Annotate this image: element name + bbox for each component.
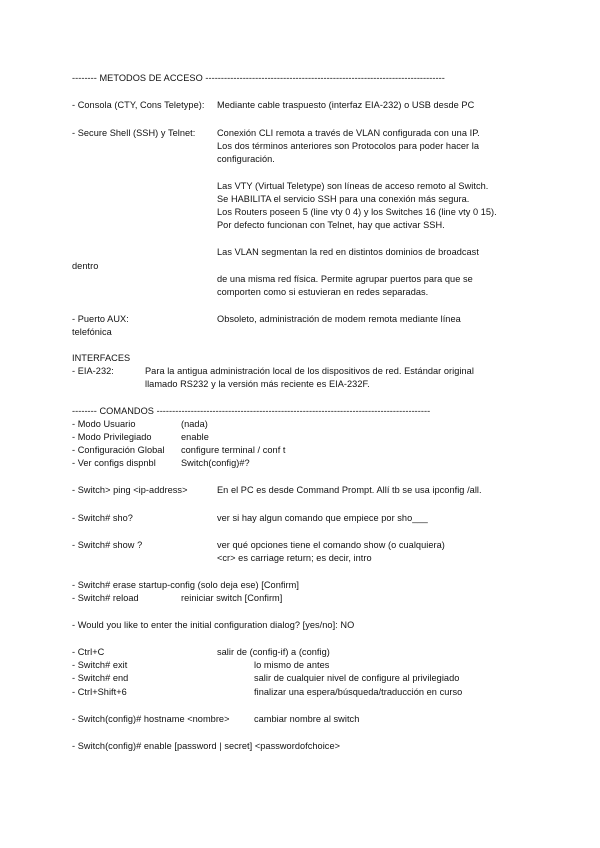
ssh-line: Por defecto funcionan con Telnet, hay que activar SSH. xyxy=(217,220,445,230)
show-description: ver qué opciones tiene el comando show (o cualquiera) xyxy=(217,540,445,550)
ssh-line: dentro xyxy=(72,261,99,271)
show-description-cont: <cr> es carriage return; es decir, intro xyxy=(217,553,372,563)
ssh-line: Conexión CLI remota a través de VLAN configurada con una IP. xyxy=(217,128,480,138)
consola-description: Mediante cable traspuesto (interfaz EIA-232) o USB desde PC xyxy=(217,100,475,110)
ssh-line: Las VLAN segmentan la red en distintos dominios de broadcast xyxy=(217,247,479,257)
mode-label: - Modo Usuario xyxy=(72,419,136,429)
ssh-line: de una misma red física. Permite agrupar puertos para que se xyxy=(217,274,473,284)
eia-label: - EIA-232: xyxy=(72,366,114,376)
eia-description: Para la antigua administración local de los dispositivos de red. Estándar original xyxy=(145,366,474,376)
ssh-telnet-label: - Secure Shell (SSH) y Telnet: xyxy=(72,128,196,138)
ping-command: - Switch> ping <ip-address> xyxy=(72,485,188,495)
initial-dialog-prompt: - Would you like to enter the initial configuration dialog? [yes/no]: NO xyxy=(72,620,355,630)
enable-secret-command: - Switch(config)# enable [password | secret] <passwordofchoice> xyxy=(72,741,341,751)
show-command: - Switch# show ? xyxy=(72,540,143,550)
shortcut-command: - Ctrl+Shift+6 xyxy=(72,687,127,697)
reload-description: reiniciar switch [Confirm] xyxy=(181,593,283,603)
ssh-line: Los Routers poseen 5 (line vty 0 4) y los Switches 16 (line vty 0 15). xyxy=(217,207,497,217)
aux-description: Obsoleto, administración de modem remota mediante línea xyxy=(217,314,461,324)
aux-description-cont: telefónica xyxy=(72,327,112,337)
mode-label: - Ver configs dispnbl xyxy=(72,458,156,468)
hostname-command: - Switch(config)# hostname <nombre> xyxy=(72,714,230,724)
sho-description: ver si hay algun comando que empiece por sho___ xyxy=(217,513,428,523)
mode-label: - Modo Privilegiado xyxy=(72,432,152,442)
hostname-description: cambiar nombre al switch xyxy=(254,714,360,724)
reload-command: - Switch# reload xyxy=(72,593,139,603)
section-header-comandos: -------- COMANDOS ---------------------------------------------------------------------------------------- xyxy=(72,406,431,416)
shortcut-description: salir de (config-if) a (config) xyxy=(217,647,330,657)
ssh-line: Los dos términos anteriores son Protocolos para poder hacer la xyxy=(217,141,480,151)
mode-value: enable xyxy=(181,432,209,442)
aux-label: - Puerto AUX: xyxy=(72,314,129,324)
mode-value: configure terminal / conf t xyxy=(181,445,286,455)
mode-value: (nada) xyxy=(181,419,208,429)
section-header-metodos-acceso: -------- METODOS DE ACCESO ----------------------------------------------------------------------------- xyxy=(72,73,445,83)
consola-label: - Consola (CTY, Cons Teletype): xyxy=(72,100,205,110)
shortcut-command: - Switch# end xyxy=(72,673,129,683)
ssh-line: configuración. xyxy=(217,154,275,164)
ssh-line: comporten como si estuvieran en redes separadas. xyxy=(217,287,429,297)
shortcut-description: finalizar una espera/búsqueda/traducción en curso xyxy=(254,687,463,697)
ping-description: En el PC es desde Command Prompt. Allí tb se usa ipconfig /all. xyxy=(217,485,482,495)
shortcut-command: - Ctrl+C xyxy=(72,647,105,657)
shortcut-description: salir de cualquier nivel de configure al privilegiado xyxy=(254,673,460,683)
eia-description-cont: llamado RS232 y la versión más reciente es EIA-232F. xyxy=(145,379,370,389)
shortcut-description: lo mismo de antes xyxy=(254,660,330,670)
shortcut-command: - Switch# exit xyxy=(72,660,128,670)
sho-command: - Switch# sho? xyxy=(72,513,133,523)
erase-command: - Switch# erase startup-config (solo deja ese) [Confirm] xyxy=(72,580,299,590)
ssh-line: Se HABILITA el servicio SSH para una conexión más segura. xyxy=(217,194,470,204)
mode-value: Switch(config)#? xyxy=(181,458,250,468)
ssh-line: Las VTY (Virtual Teletype) son líneas de acceso remoto al Switch. xyxy=(217,181,489,191)
section-header-interfaces: INTERFACES xyxy=(72,353,131,363)
mode-label: - Configuración Global xyxy=(72,445,165,455)
